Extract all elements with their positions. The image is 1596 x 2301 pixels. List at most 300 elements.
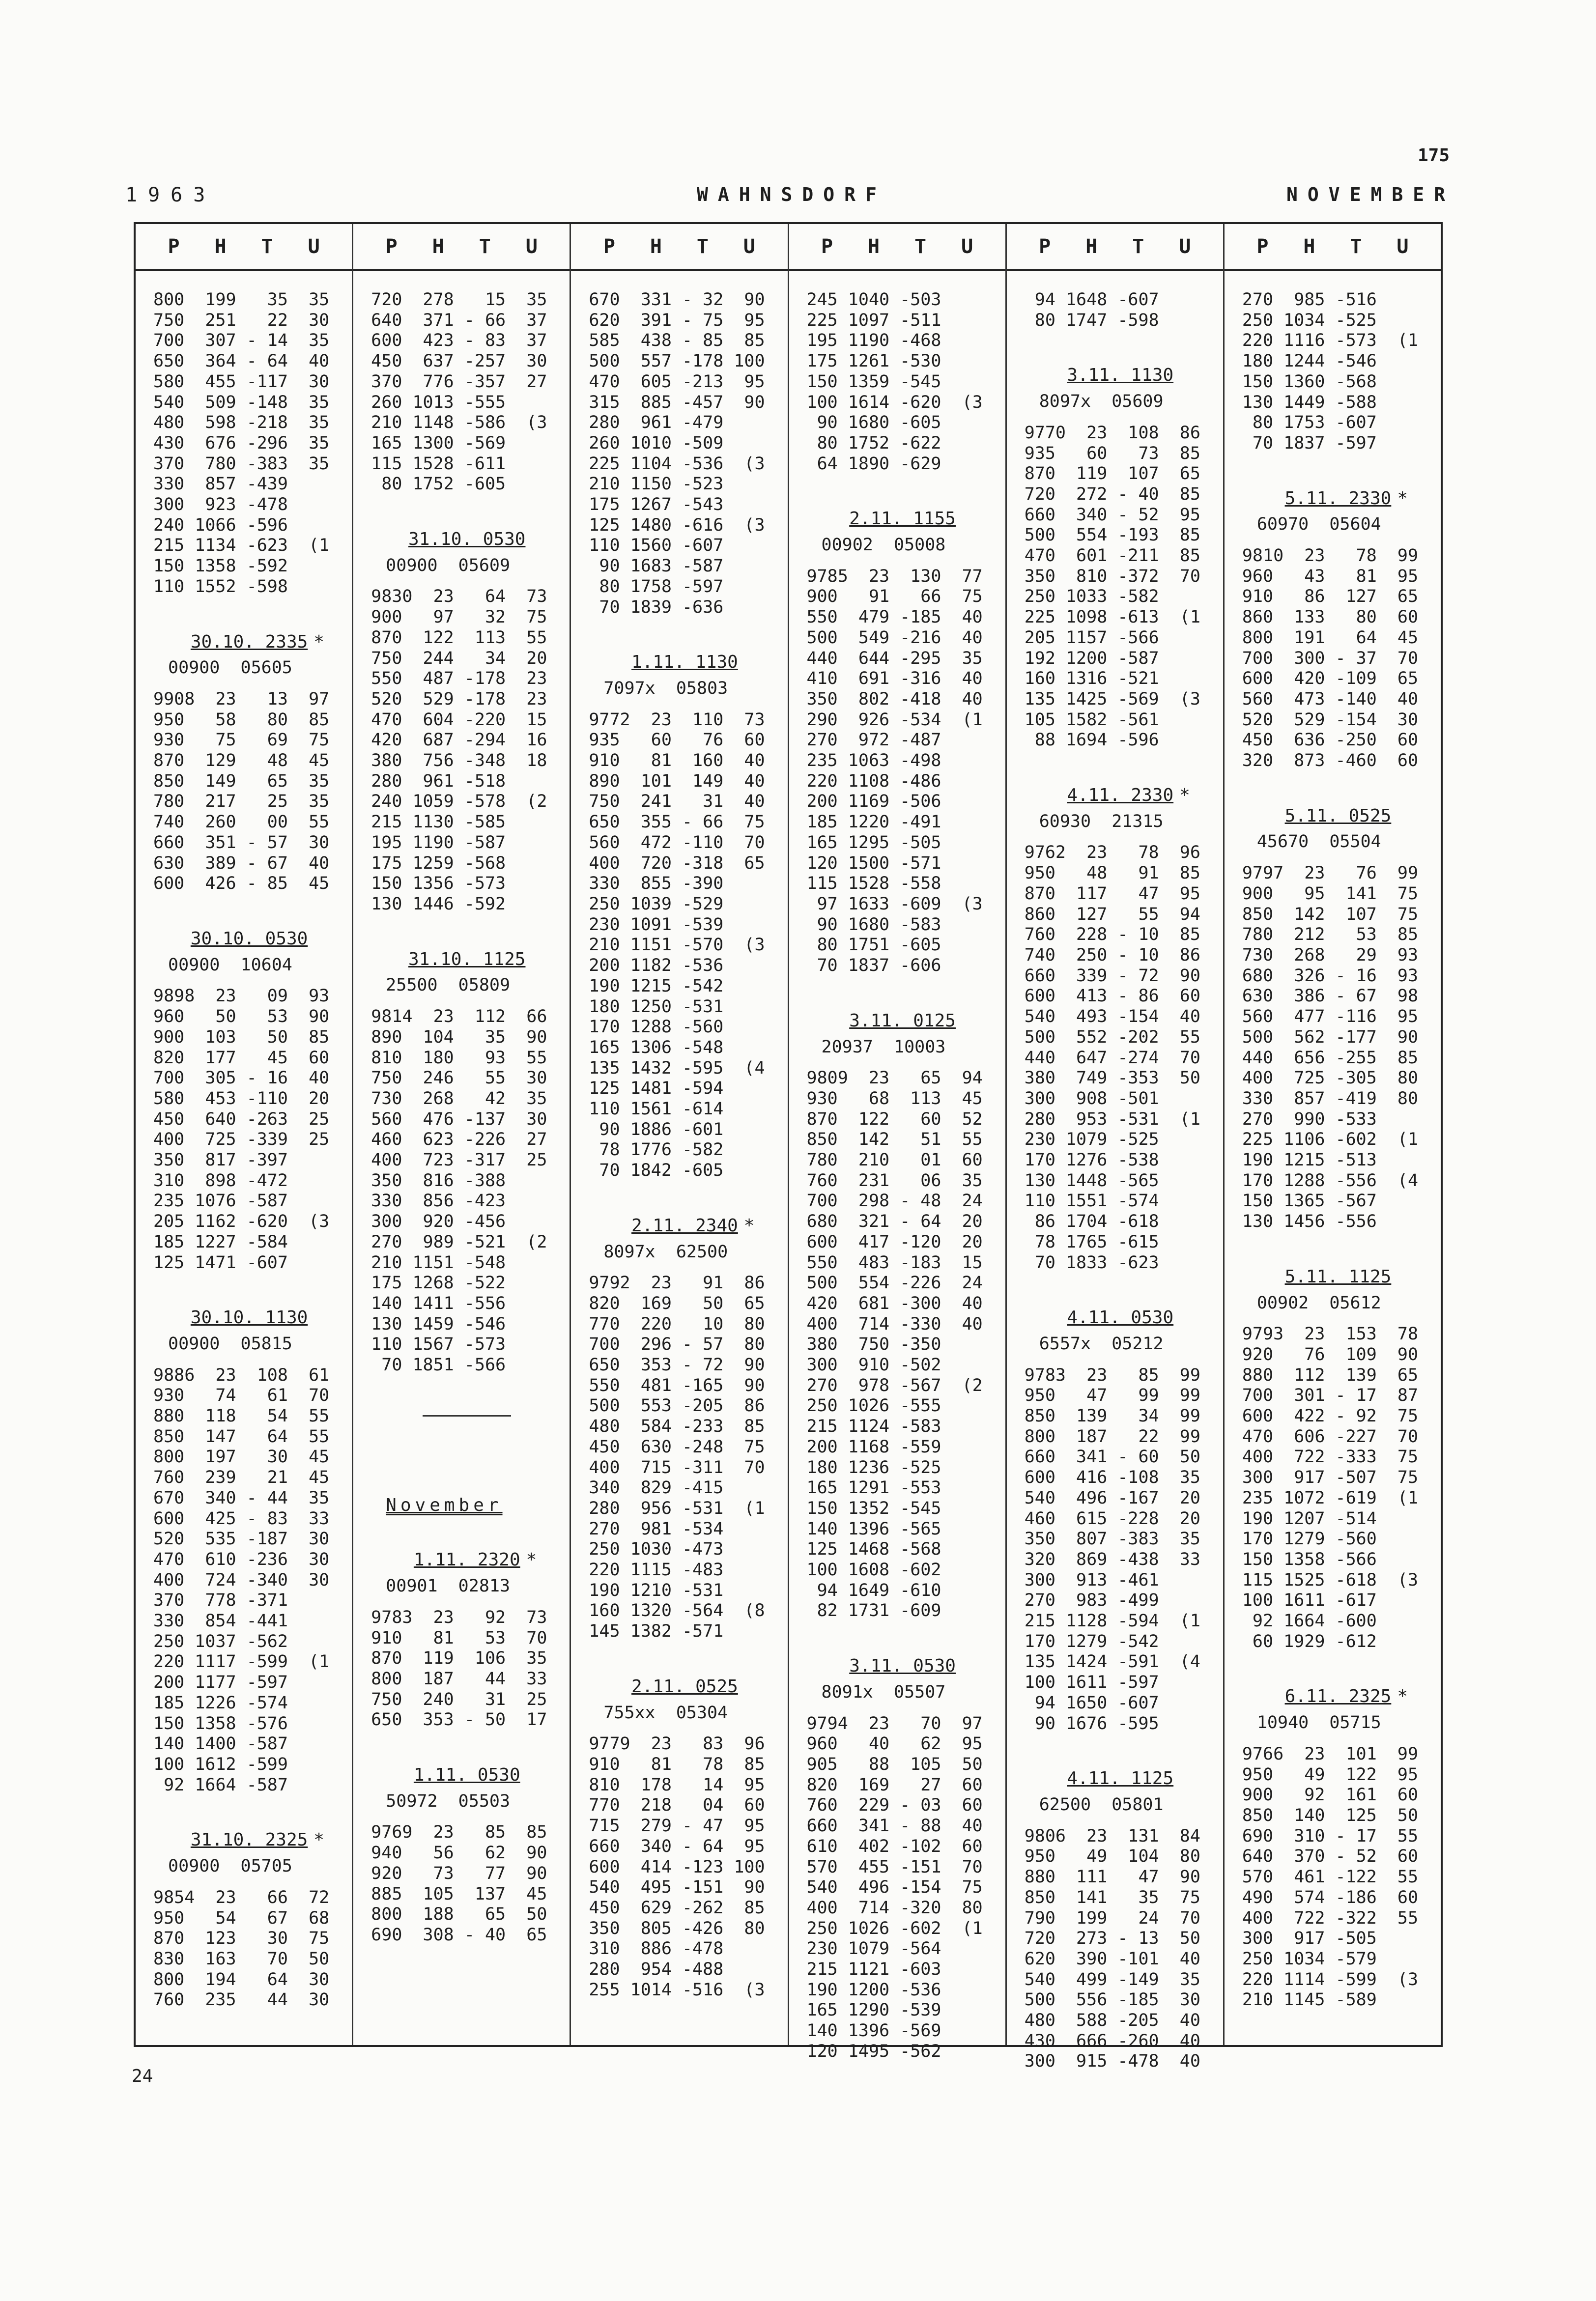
table-row: 140 1400 -587 (153, 1734, 288, 1754)
table-row: 640 371 - 66 37 (371, 310, 547, 330)
sounding-title (1242, 806, 1434, 826)
table-row: 900 95 141 75 (1242, 883, 1419, 904)
table-row: 190 1215 -542 (589, 976, 724, 996)
sounding-section (589, 1216, 780, 1642)
table-row: 240 1059 -578 (2 (371, 792, 547, 812)
table-row: 9898 23 09 93 (153, 986, 330, 1006)
table-row: 130 1448 -565 (1024, 1170, 1159, 1191)
table-row: 210 1151 -570 (3 (589, 935, 765, 955)
table-row: 250 1039 -529 (589, 894, 724, 914)
table-row: 820 177 45 60 (153, 1048, 330, 1068)
table-row: 370 776 -357 27 (371, 371, 547, 392)
table-row: 210 1148 -586 (3 (371, 413, 547, 433)
table-row: 130 1449 -588 (1242, 392, 1377, 412)
table-row: 930 74 61 70 (153, 1386, 330, 1406)
sounding-code: 60970 05604 (1256, 514, 1381, 535)
table-row: 270 978 -567 (2 (806, 1375, 983, 1395)
table-row: 870 122 60 52 (806, 1109, 983, 1129)
table-row: 135 1424 -591 (4 (1024, 1652, 1200, 1672)
table-row: 720 273 - 13 50 (1024, 1929, 1200, 1949)
table-row: 680 326 - 16 93 (1242, 966, 1419, 986)
sounding-datetime: 31.10. 0530 (408, 529, 526, 550)
table-row: 450 636 -250 60 (1242, 730, 1419, 750)
table-row: 340 829 -415 (589, 1478, 724, 1498)
sounding-datetime: 2.11. 0525 (631, 1676, 738, 1697)
table-row: 9770 23 108 86 (1024, 423, 1200, 443)
table-row: 255 1014 -516 (3 (589, 1980, 765, 2000)
table-row: 215 1134 -623 (1 (153, 536, 330, 556)
table-row: 300 920 -456 (371, 1212, 506, 1232)
table-row: 215 1128 -594 (1 (1024, 1611, 1200, 1631)
column-header-label: U (961, 235, 973, 258)
table-row: 300 917 -505 (1242, 1929, 1377, 1949)
column-header-label: U (1396, 235, 1409, 258)
table-row: 960 50 53 90 (153, 1007, 330, 1027)
table-row: 260 1013 -555 (371, 392, 506, 412)
table-row: 130 1446 -592 (371, 894, 506, 914)
sounding-code: 00902 05612 (1256, 1293, 1381, 1313)
table-row: 94 1649 -610 (806, 1580, 941, 1600)
table-row: 185 1226 -574 (153, 1693, 288, 1713)
table-row: 500 556 -185 30 (1024, 1990, 1200, 2010)
table-row: 140 1411 -556 (371, 1293, 506, 1313)
sounding-section (589, 652, 780, 1181)
table-row: 70 1837 -606 (806, 956, 941, 976)
table-column (789, 224, 1007, 2061)
sounding-code: 755xx 05304 (603, 1703, 728, 1723)
table-row: 320 869 -438 33 (1024, 1549, 1200, 1569)
table-row: 950 49 104 80 (1024, 1846, 1200, 1867)
sounding-title (1025, 365, 1216, 386)
column-header-label: U (308, 235, 320, 258)
table-row: 60 1929 -612 (1242, 1631, 1377, 1651)
table-row: 200 1168 -559 (806, 1437, 941, 1457)
sounding-code: 00900 05609 (386, 555, 511, 575)
table-row: 200 1177 -597 (153, 1673, 288, 1693)
table-row: 9854 23 66 72 (153, 1887, 330, 1907)
sounding-section (1242, 1686, 1434, 2011)
sounding-datetime: 2.11. 1155 (849, 509, 956, 529)
table-row: 180 1236 -525 (806, 1457, 941, 1477)
table-row: 400 723 -317 25 (371, 1150, 547, 1170)
table-row: 800 197 30 45 (153, 1447, 330, 1467)
table-row: 110 1560 -607 (589, 536, 724, 556)
table-row: 86 1704 -618 (1024, 1212, 1159, 1232)
table-row: 235 1076 -587 (153, 1191, 288, 1211)
sounding-section (807, 1011, 998, 1621)
table-row: 560 477 -116 95 (1242, 1007, 1419, 1027)
table-row: 380 749 -353 50 (1024, 1068, 1200, 1088)
table-row: 100 1614 -620 (3 (806, 392, 983, 412)
table-row: 170 1276 -538 (1024, 1150, 1159, 1170)
table-row: 80 1751 -605 (806, 935, 941, 955)
table-row: 560 476 -137 30 (371, 1109, 547, 1129)
table-row: 350 810 -372 70 (1024, 566, 1200, 586)
table-row: 280 956 -531 (1 (589, 1498, 765, 1518)
table-row: 450 629 -262 85 (589, 1898, 765, 1918)
sounding-section (371, 1550, 563, 1731)
table-row: 230 1079 -525 (1024, 1130, 1159, 1150)
table-row: 935 60 73 85 (1024, 443, 1200, 463)
table-row: 960 43 81 95 (1242, 566, 1419, 586)
table-row: 700 305 - 16 40 (153, 1068, 330, 1088)
table-row: 330 857 -419 80 (1242, 1088, 1419, 1108)
table-row: 550 483 -183 15 (806, 1252, 983, 1273)
column-header-label: U (743, 235, 755, 258)
column-header (136, 224, 352, 271)
table-row: 195 1190 -468 (806, 331, 941, 351)
table-row: 950 47 99 99 (1024, 1386, 1200, 1406)
table-row: 270 983 -499 (1024, 1591, 1159, 1611)
sounding-section (1025, 1768, 1216, 2072)
table-row: 120 1500 -571 (806, 853, 941, 873)
table-row: 460 623 -226 27 (371, 1130, 547, 1150)
column-body (571, 271, 787, 2000)
table-row: 330 856 -423 (371, 1191, 506, 1211)
sounding-code: 25500 05809 (386, 975, 511, 995)
table-row: 715 279 - 47 95 (589, 1816, 765, 1836)
table-row: 420 687 -294 16 (371, 730, 547, 750)
night-marker: * (526, 1550, 537, 1570)
table-row: 770 220 10 80 (589, 1314, 765, 1334)
table-row: 180 1250 -531 (589, 996, 724, 1017)
sounding-section (1242, 290, 1434, 454)
column-body (136, 271, 352, 2011)
table-row: 760 229 - 03 60 (806, 1795, 983, 1816)
column-header-label: H (214, 235, 227, 258)
table-row: 870 123 30 75 (153, 1929, 330, 1949)
table-row: 9766 23 101 99 (1242, 1744, 1419, 1764)
table-row: 300 910 -502 (806, 1355, 941, 1375)
table-row: 205 1162 -620 (3 (153, 1212, 330, 1232)
table-row: 760 228 - 10 85 (1024, 925, 1200, 945)
table-row: 600 417 -120 20 (806, 1232, 983, 1252)
table-row: 160 1320 -564 (8 (589, 1601, 765, 1621)
table-row: 620 391 - 75 95 (589, 310, 765, 330)
table-row: 750 244 34 20 (371, 648, 547, 668)
sounding-section (1242, 806, 1434, 1232)
sounding-code: 00900 05605 (168, 658, 292, 678)
month-section-title: November (386, 1495, 503, 1515)
table-row: 130 1456 -556 (1242, 1212, 1377, 1232)
table-row: 400 715 -311 70 (589, 1457, 765, 1477)
table-row: 9779 23 83 96 (589, 1734, 765, 1754)
table-row: 870 129 48 45 (153, 751, 330, 771)
table-row: 860 127 55 94 (1024, 904, 1200, 924)
table-row: 580 455 -117 30 (153, 371, 330, 392)
sounding-section (807, 290, 998, 474)
sounding-title (589, 1216, 780, 1236)
table-row: 850 140 125 50 (1242, 1806, 1419, 1825)
table-row: 920 76 109 90 (1242, 1344, 1419, 1364)
table-row: 540 493 -154 40 (1024, 1007, 1200, 1027)
sounding-datetime: 31.10. 2325 (190, 1830, 308, 1850)
table-row: 610 402 -102 60 (806, 1836, 983, 1856)
table-row: 750 241 31 40 (589, 792, 765, 812)
sounding-code: 00900 05815 (168, 1334, 292, 1354)
table-row: 315 885 -457 90 (589, 392, 765, 412)
table-row: 920 73 77 90 (371, 1863, 547, 1883)
table-row: 690 308 - 40 65 (371, 1925, 547, 1945)
table-row: 125 1481 -594 (589, 1079, 724, 1099)
table-row: 330 855 -390 (589, 874, 724, 894)
table-row: 70 1851 -566 (371, 1355, 506, 1375)
table-row: 210 1151 -548 (371, 1252, 506, 1273)
sounding-title (371, 949, 563, 970)
table-row: 245 1040 -503 (806, 290, 941, 310)
table-row: 90 1886 -601 (589, 1119, 724, 1139)
sounding-section (589, 290, 780, 618)
table-row: 500 552 -202 55 (1024, 1027, 1200, 1047)
table-row: 110 1551 -574 (1024, 1191, 1159, 1211)
table-column (1225, 224, 1441, 2045)
table-row: 140 1396 -565 (806, 1519, 941, 1539)
table-row: 225 1106 -602 (1 (1242, 1130, 1419, 1150)
table-row: 420 681 -300 40 (806, 1293, 983, 1313)
table-row: 165 1291 -553 (806, 1478, 941, 1498)
table-row: 170 1288 -560 (589, 1017, 724, 1037)
table-row: 88 1694 -596 (1024, 730, 1159, 750)
table-row: 110 1561 -614 (589, 1099, 724, 1119)
table-row: 800 191 64 45 (1242, 627, 1419, 648)
sounding-datetime: 30.10. 1130 (190, 1307, 308, 1328)
table-row: 185 1227 -584 (153, 1232, 288, 1252)
table-row: 9809 23 65 94 (806, 1068, 983, 1088)
table-row: 500 554 -226 24 (806, 1273, 983, 1293)
table-row: 680 321 - 64 20 (806, 1212, 983, 1232)
table-row: 450 637 -257 30 (371, 351, 547, 371)
page-number: 175 (1417, 145, 1450, 166)
table-row: 820 169 27 60 (806, 1775, 983, 1795)
table-row: 150 1358 -566 (1242, 1549, 1377, 1569)
table-row: 430 666 -260 40 (1024, 2031, 1200, 2051)
table-row: 520 529 -178 23 (371, 689, 547, 709)
table-row: 9772 23 110 73 (589, 710, 765, 730)
table-row: 370 780 -383 35 (153, 454, 330, 474)
table-row: 905 88 105 50 (806, 1755, 983, 1774)
sounding-code: 20937 10003 (821, 1037, 946, 1057)
table-row: 330 854 -441 (153, 1611, 288, 1631)
table-row: 600 414 -123 100 (589, 1857, 765, 1877)
sounding-datetime: 5.11. 2330 (1284, 488, 1392, 509)
column-header-label: P (603, 235, 615, 258)
table-row: 80 1752 -622 (806, 433, 941, 453)
table-row: 78 1776 -582 (589, 1140, 724, 1160)
sounding-title (1242, 1686, 1434, 1707)
sounding-datetime: 3.11. 1130 (1067, 365, 1174, 386)
sounding-datetime: 4.11. 2330 (1067, 785, 1174, 806)
sounding-code: 7097x 05803 (603, 678, 728, 698)
table-row: 550 487 -178 23 (371, 669, 547, 689)
table-row: 180 1244 -546 (1242, 351, 1377, 371)
table-row: 470 601 -211 85 (1024, 546, 1200, 566)
table-row: 410 691 -316 40 (806, 669, 983, 689)
sounding-section (807, 509, 998, 976)
table-row: 910 81 160 40 (589, 751, 765, 771)
table-row: 280 961 -518 (371, 771, 506, 791)
table-row: 100 1611 -617 (1242, 1591, 1377, 1611)
column-header-label: T (479, 235, 491, 258)
table-row: 570 461 -122 55 (1242, 1867, 1419, 1887)
table-row: 185 1220 -491 (806, 812, 941, 832)
table-row: 760 231 06 35 (806, 1170, 983, 1191)
sounding-title (1242, 488, 1434, 509)
table-row: 750 251 22 30 (153, 310, 330, 330)
column-header (571, 224, 787, 271)
sounding-datetime: 4.11. 1125 (1067, 1768, 1174, 1789)
table-row: 850 147 64 55 (153, 1426, 330, 1447)
table-row: 150 1352 -545 (806, 1498, 941, 1518)
table-row: 800 187 44 33 (371, 1669, 547, 1689)
column-header-label: H (868, 235, 880, 258)
sounding-datetime: 5.11. 0525 (1284, 805, 1392, 826)
table-row: 230 1079 -564 (806, 1939, 941, 1959)
table-row: 660 341 - 88 40 (806, 1816, 983, 1836)
table-row: 820 169 50 65 (589, 1293, 765, 1313)
folio-number: 24 (132, 2066, 153, 2086)
table-row: 78 1765 -615 (1024, 1232, 1159, 1252)
table-row: 660 340 - 64 95 (589, 1836, 765, 1856)
table-row: 560 472 -110 70 (589, 832, 765, 852)
table-row: 440 656 -255 85 (1242, 1048, 1419, 1068)
table-column (353, 224, 571, 2045)
table-row: 450 630 -248 75 (589, 1437, 765, 1457)
table-row: 730 268 29 93 (1242, 945, 1419, 965)
table-row: 520 529 -154 30 (1242, 710, 1419, 730)
table-row: 140 1396 -569 (806, 2021, 941, 2041)
sounding-datetime: 3.11. 0125 (849, 1010, 956, 1031)
column-header-label: P (168, 235, 180, 258)
table-row: 70 1833 -623 (1024, 1252, 1159, 1273)
table-row: 250 1037 -562 (153, 1631, 288, 1651)
table-row: 750 246 55 30 (371, 1068, 547, 1088)
sounding-datetime: 30.10. 2335 (190, 631, 308, 652)
table-row: 440 647 -274 70 (1024, 1048, 1200, 1068)
table-row: 880 118 54 55 (153, 1406, 330, 1426)
table-row: 350 817 -397 (153, 1150, 288, 1170)
table-row: 950 54 67 68 (153, 1908, 330, 1928)
table-row: 950 49 122 95 (1242, 1764, 1419, 1785)
table-row: 810 180 93 55 (371, 1048, 547, 1068)
table-row: 310 886 -478 (589, 1939, 724, 1959)
table-row: 935 60 76 60 (589, 730, 765, 750)
table-row: 350 802 -418 40 (806, 689, 983, 709)
table-row: 350 807 -383 35 (1024, 1529, 1200, 1549)
table-row: 215 1121 -603 (806, 1960, 941, 1980)
column-body (789, 271, 1005, 2062)
table-row: 160 1316 -521 (1024, 669, 1159, 689)
column-header-label: H (1303, 235, 1315, 258)
sounding-datetime: 5.11. 1125 (1284, 1266, 1392, 1287)
sounding-section (153, 929, 345, 1273)
table-row: 97 1633 -609 (3 (806, 894, 983, 914)
table-row: 70 1837 -597 (1242, 433, 1377, 453)
table-row: 215 1130 -585 (371, 812, 506, 832)
table-row: 620 390 -101 40 (1024, 1949, 1200, 1969)
table-row: 230 1091 -539 (589, 914, 724, 935)
sounding-title (371, 1765, 563, 1786)
table-row: 220 1108 -486 (806, 771, 941, 791)
sounding-title (1025, 785, 1216, 806)
table-row: 310 898 -472 (153, 1170, 288, 1191)
table-row: 850 149 65 35 (153, 771, 330, 791)
table-row: 9810 23 78 99 (1242, 546, 1419, 566)
table-row: 500 549 -216 40 (806, 627, 983, 648)
table-row: 90 1680 -583 (806, 914, 941, 935)
sounding-code: 00900 05705 (168, 1856, 292, 1876)
table-row: 150 1356 -573 (371, 874, 506, 894)
table-row: 9785 23 130 77 (806, 566, 983, 586)
table-row: 660 351 - 57 30 (153, 832, 330, 852)
table-row: 430 676 -296 35 (153, 433, 330, 453)
table-row: 9794 23 70 97 (806, 1713, 983, 1733)
column-body (1225, 271, 1441, 2011)
table-row: 300 913 -461 (1024, 1570, 1159, 1590)
table-row: 600 423 - 83 37 (371, 331, 547, 351)
table-row: 910 81 53 70 (371, 1628, 547, 1648)
table-row: 175 1268 -522 (371, 1273, 506, 1293)
table-row: 80 1758 -597 (589, 576, 724, 597)
table-row: 600 422 - 92 75 (1242, 1406, 1419, 1426)
table-row: 210 1145 -589 (1242, 1990, 1377, 2010)
table-row: 670 331 - 32 90 (589, 290, 765, 310)
table-row: 730 268 42 35 (371, 1088, 547, 1108)
table-row: 720 272 - 40 85 (1024, 484, 1200, 504)
table-row: 860 133 80 60 (1242, 607, 1419, 627)
table-row: 80 1747 -598 (1024, 310, 1159, 330)
sounding-section (153, 1307, 345, 1795)
table-row: 600 426 - 85 45 (153, 874, 330, 894)
table-row: 400 714 -330 40 (806, 1314, 983, 1334)
table-row: 94 1650 -607 (1024, 1693, 1159, 1713)
sounding-code: 00900 10604 (168, 955, 292, 975)
table-row: 870 122 113 55 (371, 627, 547, 648)
sounding-title (589, 1676, 780, 1697)
table-row: 220 1117 -599 (1 (153, 1652, 330, 1672)
table-row: 540 496 -154 75 (806, 1877, 983, 1898)
table-row: 94 1648 -607 (1024, 290, 1159, 310)
table-row: 82 1731 -609 (806, 1601, 941, 1621)
table-row: 220 1116 -573 (1 (1242, 331, 1419, 351)
table-row: 870 119 107 65 (1024, 464, 1200, 484)
sounding-code: 8091x 05507 (821, 1682, 946, 1702)
table-row: 175 1261 -530 (806, 351, 941, 371)
table-row: 92 1664 -600 (1242, 1611, 1377, 1631)
table-row: 480 584 -233 85 (589, 1417, 765, 1437)
table-row: 9886 23 108 61 (153, 1365, 330, 1385)
table-row: 9908 23 13 97 (153, 689, 330, 709)
table-row: 700 300 - 37 70 (1242, 648, 1419, 668)
table-row: 250 1033 -582 (1024, 587, 1159, 607)
sounding-title (371, 1550, 563, 1570)
table-row: 740 250 - 10 86 (1024, 945, 1200, 965)
sounding-code: 8097x 05609 (1039, 392, 1164, 412)
table-row: 170 1279 -542 (1024, 1631, 1159, 1651)
table-row: 220 1114 -599 (3 (1242, 1969, 1419, 1989)
table-row: 460 615 -228 20 (1024, 1508, 1200, 1529)
table-row: 250 1034 -525 (1242, 310, 1377, 330)
sounding-title (807, 1011, 998, 1031)
table-row: 205 1157 -566 (1024, 627, 1159, 648)
table-row: 500 557 -178 100 (589, 351, 765, 371)
sounding-section (1025, 365, 1216, 751)
sounding-title (1025, 1768, 1216, 1789)
table-row: 150 1365 -567 (1242, 1191, 1377, 1211)
sounding-code: 00902 05008 (821, 535, 946, 555)
table-row: 125 1480 -616 (3 (589, 515, 765, 535)
table-row: 560 473 -140 40 (1242, 689, 1419, 709)
table-row: 800 199 35 35 (153, 290, 330, 310)
